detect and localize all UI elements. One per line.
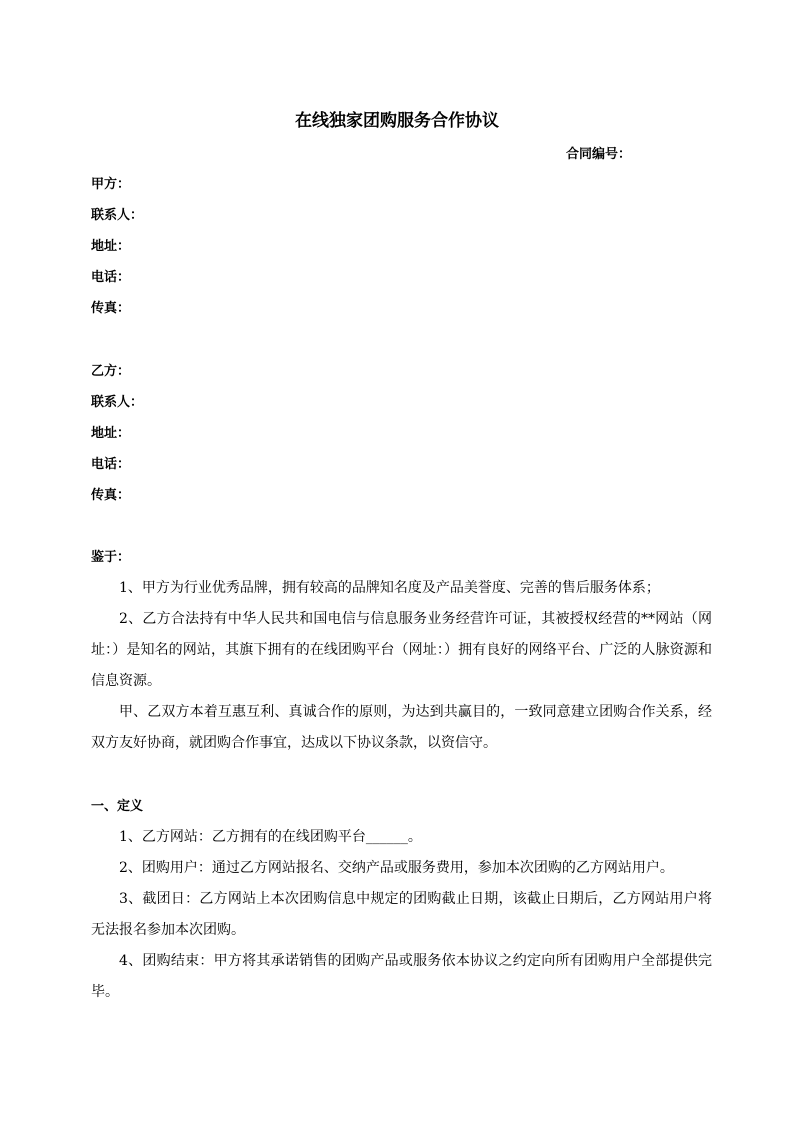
whereas-section bbox=[91, 542, 712, 759]
party-b-address: 地址： bbox=[91, 426, 131, 441]
definition-paragraph: 4、团购结束：甲方将其承诺销售的团购产品或服务依本协议之约定向所有团购用户全部提供完毕。 bbox=[91, 953, 712, 1000]
party-b-section bbox=[91, 356, 712, 511]
party-a-phone: 电话： bbox=[91, 270, 131, 285]
contract-number-label: 合同编号： bbox=[566, 147, 632, 162]
whereas-heading: 鉴于： bbox=[91, 550, 131, 565]
party-a-name: 甲方： bbox=[91, 177, 131, 192]
definitions-heading: 一、定义 bbox=[91, 799, 144, 814]
definition-paragraph: 1、乙方网站：乙方拥有的在线团购平台______。 bbox=[119, 829, 422, 845]
party-a-address: 地址： bbox=[91, 239, 131, 254]
whereas-paragraph: 甲、乙双方本着互惠互利、真诚合作的原则，为达到共赢目的，一致同意建立团购合作关系，经双方友好协商，就团购合作事宜，达成以下协议条款，以资信守。 bbox=[91, 704, 712, 751]
party-a-section bbox=[91, 169, 712, 324]
definition-paragraph: 3、截团日：乙方网站上本次团购信息中规定的团购截止日期，该截止日期后，乙方网站用户将无法报名参加本次团购。 bbox=[91, 891, 712, 938]
definition-paragraph: 2、团购用户：通过乙方网站报名、交纳产品或服务费用，参加本次团购的乙方网站用户。 bbox=[119, 860, 674, 876]
definitions-section bbox=[91, 791, 712, 1008]
whereas-paragraph: 2、乙方合法持有中华人民共和国电信与信息服务业务经营许可证，其被授权经营的**网站（网址：）是知名的网站，其旗下拥有的在线团购平台（网址：）拥有良好的网络平台、广泛的人脉资源和信息资源。 bbox=[91, 611, 712, 689]
party-b-name: 乙方： bbox=[91, 364, 131, 379]
document-title: 在线独家团购服务合作协议 bbox=[295, 111, 499, 131]
whereas-paragraph: 1、甲方为行业优秀品牌，拥有较高的品牌知名度及产品美誉度、完善的售后服务体系； bbox=[119, 580, 660, 596]
party-a-contact: 联系人： bbox=[91, 208, 144, 223]
party-b-contact: 联系人： bbox=[91, 395, 144, 410]
party-b-fax: 传真： bbox=[91, 488, 131, 503]
party-a-fax: 传真： bbox=[91, 301, 131, 316]
party-b-phone: 电话： bbox=[91, 457, 131, 472]
